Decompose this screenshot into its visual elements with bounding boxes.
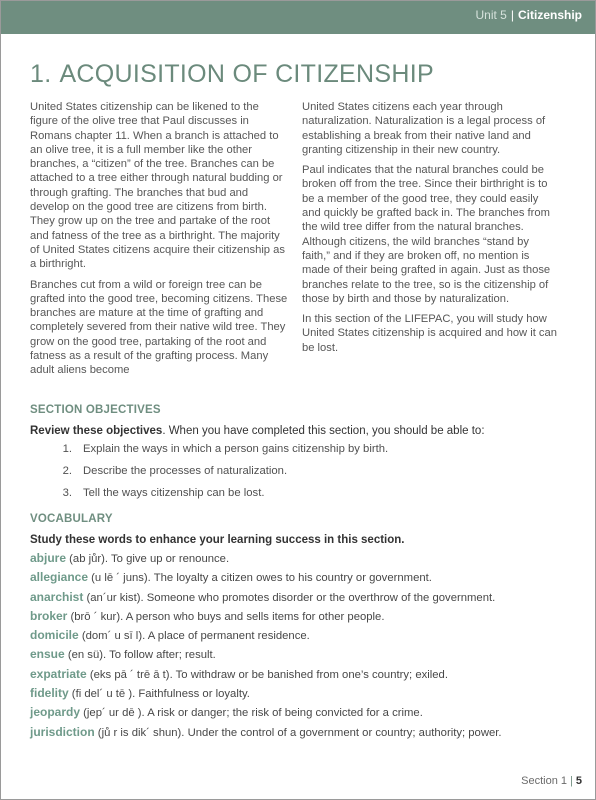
objective-text: Explain the ways in which a person gains citizenship by birth. bbox=[83, 443, 389, 455]
right-column bbox=[302, 100, 560, 361]
objective-text: Describe the processes of naturalization. bbox=[83, 465, 288, 477]
vocab-definition: To withdraw or be banished from one’s country; exiled. bbox=[175, 668, 448, 681]
page-title bbox=[30, 60, 434, 89]
vocab-definition: A risk or danger; the risk of being convicted for a crime. bbox=[147, 707, 423, 720]
page-number: 5 bbox=[575, 775, 582, 787]
list-item bbox=[30, 705, 502, 724]
page-footer bbox=[521, 775, 582, 787]
vocabulary-instruction: Study these words to enhance your learning success in this section. bbox=[30, 534, 405, 546]
vocab-definition: To give up or renounce. bbox=[111, 553, 230, 565]
section-number: 1. bbox=[30, 60, 52, 88]
body-paragraph: Paul indicates that the natural branches could be broken off from the tree. Since their birthright is to be a member of the good tree, they could easily and quickly be grafted back in. The branches from the wild tree differ from the natural branches. Although citizens, the wild branches “stand by faith,” and if they are broken off, no mention is made of their being grafted in again. Just as those branches relate to the tree, so is the citizenship of those by birth and those by naturalization. bbox=[302, 164, 551, 305]
vocab-pronunciation: (en sü). bbox=[64, 649, 110, 662]
vocab-pronunciation: (jů r is dik´ shun). bbox=[94, 726, 188, 739]
vocab-word: fidelity bbox=[30, 686, 69, 701]
header-separator: | bbox=[510, 8, 514, 22]
header-bar bbox=[0, 0, 596, 34]
body-paragraph: United States citizenship can be likened to the figure of the olive tree that Paul discusses in Romans chapter 11. When a branch is attached to an olive tree, it is a full member like the other branches, a “citizen” of the tree. Branches can be attached to a tree either through natural budding or through grafting. The branches that bud and develop on the good tree are citizens from birth. They grow up on the tree and partake of the root and fatness of the tree as a birthright. The majority of United States citizens acquire their citizenship as a birthright. bbox=[30, 101, 285, 271]
vocab-definition: A place of permanent residence. bbox=[147, 630, 310, 643]
objective-text: Tell the ways citizenship can be lost. bbox=[83, 487, 265, 499]
list-item bbox=[30, 609, 502, 628]
vocab-pronunciation: (fi del´ u tē ). bbox=[68, 688, 139, 701]
body-paragraph: In this section of the LIFEPAC, you will study how United States citizenship is acquired and how it can be lost. bbox=[302, 313, 557, 354]
vocab-pronunciation: (eks pā ´ trē ā t). bbox=[86, 668, 176, 681]
objectives-instruction-bold: Review these objectives bbox=[30, 425, 163, 437]
list-item bbox=[30, 487, 388, 509]
vocab-pronunciation: (dom´ u sī l). bbox=[78, 630, 148, 643]
vocab-definition: The loyalty a citizen owes to his country or government. bbox=[153, 572, 432, 585]
objectives-instruction-text: . When you have completed this section, you should be able to: bbox=[162, 425, 485, 437]
footer-separator: | bbox=[570, 775, 573, 787]
vocab-pronunciation: (jep´ ur dē ). bbox=[80, 707, 148, 720]
list-item bbox=[30, 570, 502, 589]
list-item bbox=[30, 725, 502, 744]
vocab-definition: Someone who promotes disorder or the overthrow of the government. bbox=[146, 591, 496, 604]
vocab-definition: A person who buys and sells items for other people. bbox=[125, 610, 385, 623]
vocab-pronunciation: (u lē ´ juns). bbox=[88, 572, 154, 585]
vocabulary-heading: VOCABULARY bbox=[30, 513, 113, 525]
vocab-pronunciation: (an´ur kist). bbox=[83, 591, 147, 604]
vocab-word: broker bbox=[30, 608, 68, 623]
objectives-heading: SECTION OBJECTIVES bbox=[30, 404, 161, 416]
body-paragraph: Branches cut from a wild or foreign tree can be grafted into the good tree, becoming citizens. These branches are mature at the time of grafting and completely severed from their native wild tree. They grow on the good tree, partaking of the root and fatness as a result of the grafting process. Many adult aliens become bbox=[30, 278, 288, 377]
topic-label: Citizenship bbox=[517, 8, 582, 22]
vocab-word: domicile bbox=[30, 628, 79, 643]
objective-number: 3. bbox=[62, 487, 72, 499]
left-column bbox=[30, 100, 288, 384]
vocab-word: abjure bbox=[30, 551, 67, 565]
list-item bbox=[30, 443, 388, 465]
vocab-word: jeopardy bbox=[30, 705, 81, 720]
vocab-word: expatriate bbox=[30, 666, 87, 681]
section-title: ACQUISITION OF CITIZENSHIP bbox=[59, 60, 434, 88]
vocab-definition: To follow after; result. bbox=[109, 649, 216, 662]
footer-section: Section 1 bbox=[521, 775, 568, 787]
objectives-list bbox=[30, 443, 388, 509]
list-item bbox=[30, 465, 388, 487]
list-item bbox=[30, 590, 502, 609]
vocab-word: ensue bbox=[30, 647, 65, 662]
list-item bbox=[30, 628, 502, 647]
running-header bbox=[476, 8, 583, 22]
vocab-pronunciation: (ab jůr). bbox=[66, 553, 112, 565]
list-item bbox=[30, 647, 502, 666]
body-paragraph: United States citizens each year through naturalization. Naturalization is a legal process of establishing a break from their native land and granting citizenship in their new country. bbox=[302, 101, 546, 156]
objective-number: 2. bbox=[62, 465, 72, 477]
unit-label: Unit 5 bbox=[475, 8, 507, 22]
vocab-word: allegiance bbox=[30, 570, 89, 585]
vocab-pronunciation: (brō ´ kur). bbox=[67, 610, 126, 623]
list-item bbox=[30, 667, 502, 686]
vocab-word: jurisdiction bbox=[30, 724, 95, 739]
list-item bbox=[30, 551, 502, 570]
list-item bbox=[30, 686, 502, 705]
vocab-definition: Faithfulness or loyalty. bbox=[138, 688, 250, 701]
objective-number: 1. bbox=[62, 443, 72, 455]
vocab-word: anarchist bbox=[30, 589, 84, 604]
objectives-instruction bbox=[30, 425, 485, 437]
vocabulary-list bbox=[30, 551, 502, 744]
vocab-definition: Under the control of a government or country; authority; power. bbox=[187, 726, 502, 739]
